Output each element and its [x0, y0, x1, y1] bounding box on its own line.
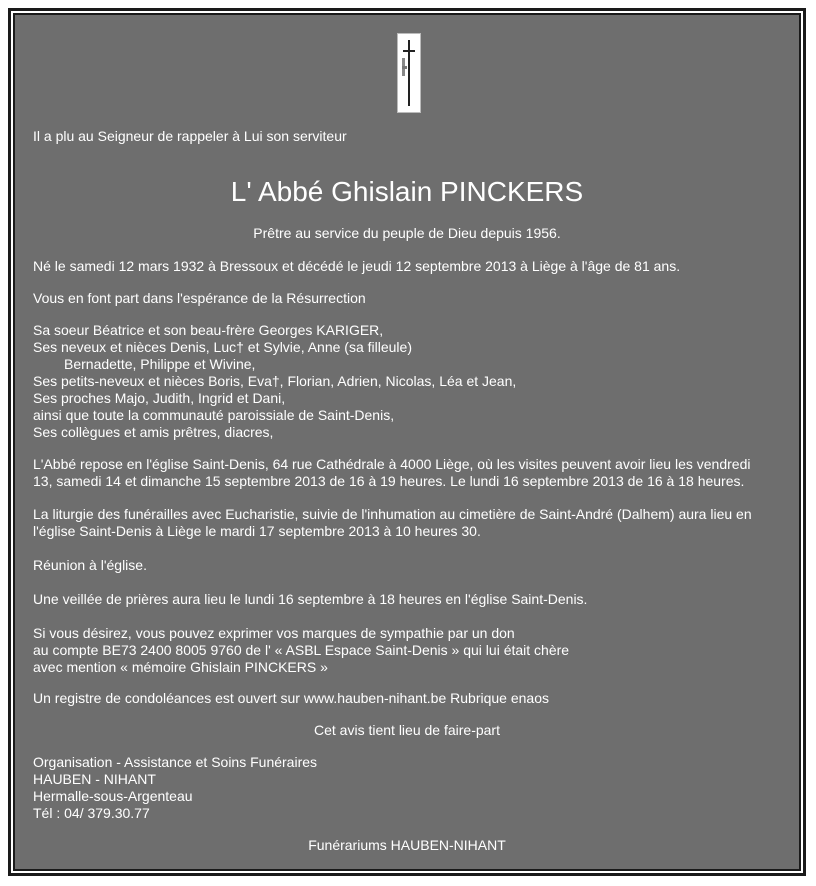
organisation-line: Tél : 04/ 379.30.77	[33, 805, 150, 821]
footer-text: Funérariums HAUBEN-NIHANT	[308, 837, 506, 853]
subtitle-text: Prêtre au service du peuple de Dieu depuis 1956.	[253, 225, 561, 241]
organisation-line: HAUBEN - NIHANT	[33, 771, 156, 787]
sympathy-line: Si vous désirez, vous pouvez exprimer vos marques de sympathie par un don	[33, 625, 515, 641]
sympathy-line: avec mention « mémoire Ghislain PINCKERS »	[33, 659, 328, 675]
organisation-line: Hermalle-sous-Argenteau	[33, 788, 193, 804]
visit-line: 13, samedi 14 et dimanche 15 septembre 2013 de 16 à 19 heures. Le lundi 16 septembre 2013 de 16 à 18 heures.	[33, 473, 745, 489]
family-line: Ses petits-neveux et nièces Boris, Eva†, Florian, Adrien, Nicolas, Léa et Jean,	[33, 373, 517, 389]
intro-text: Il a plu au Seigneur de rappeler à Lui son serviteur	[33, 128, 347, 144]
register-text: Un registre de condoléances est ouvert sur www.hauben-nihant.be Rubrique enaos	[33, 690, 549, 706]
family-line: Sa soeur Béatrice et son beau-frère Georges KARIGER,	[33, 322, 384, 338]
family-line: Bernadette, Philippe et Wivine,	[64, 356, 256, 372]
deceased-name: L' Abbé Ghislain PINCKERS	[230, 176, 584, 207]
family-line: Ses neveux et nièces Denis, Luc† et Sylvie, Anne (sa filleule)	[33, 339, 412, 355]
liturgy-line: l'église Saint-Denis à Liège le mardi 17 septembre 2013 à 10 heures 30.	[33, 523, 481, 539]
birth-death-text: Né le samedi 12 mars 1932 à Bressoux et décédé le jeudi 12 septembre 2013 à Liège à l'âge de 81 ans.	[33, 258, 681, 274]
visit-line: L'Abbé repose en l'église Saint-Denis, 64 rue Cathédrale à 4000 Liège, où les visites peuvent avoir lieu les vendredi	[33, 456, 751, 472]
notice-text: Cet avis tient lieu de faire-part	[314, 722, 500, 738]
sympathy-line: au compte BE73 2400 8005 9760 de l' « ASBL Espace Saint-Denis » qui lui était chère	[33, 642, 570, 658]
crucifix-image	[397, 33, 421, 113]
liturgy-line: La liturgie des funérailles avec Eucharistie, suivie de l'inhumation au cimetière de Saint-André (Dalhem) aura lieu en	[33, 506, 752, 522]
family-line: ainsi que toute la communauté paroissiale de Saint-Denis,	[33, 407, 395, 423]
organisation-line: Organisation - Assistance et Soins Funéraires	[33, 754, 318, 770]
crucifix-icon	[398, 34, 420, 112]
family-line: Ses proches Majo, Judith, Ingrid et Dani,	[33, 390, 286, 406]
family-line: Ses collègues et amis prêtres, diacres,	[33, 424, 274, 440]
reunion-text: Réunion à l'église.	[33, 557, 147, 573]
vigil-text: Une veillée de prières aura lieu le lundi 16 septembre à 18 heures en l'église Saint-Denis.	[33, 591, 588, 607]
announce-text: Vous en font part dans l'espérance de la Résurrection	[33, 290, 366, 306]
